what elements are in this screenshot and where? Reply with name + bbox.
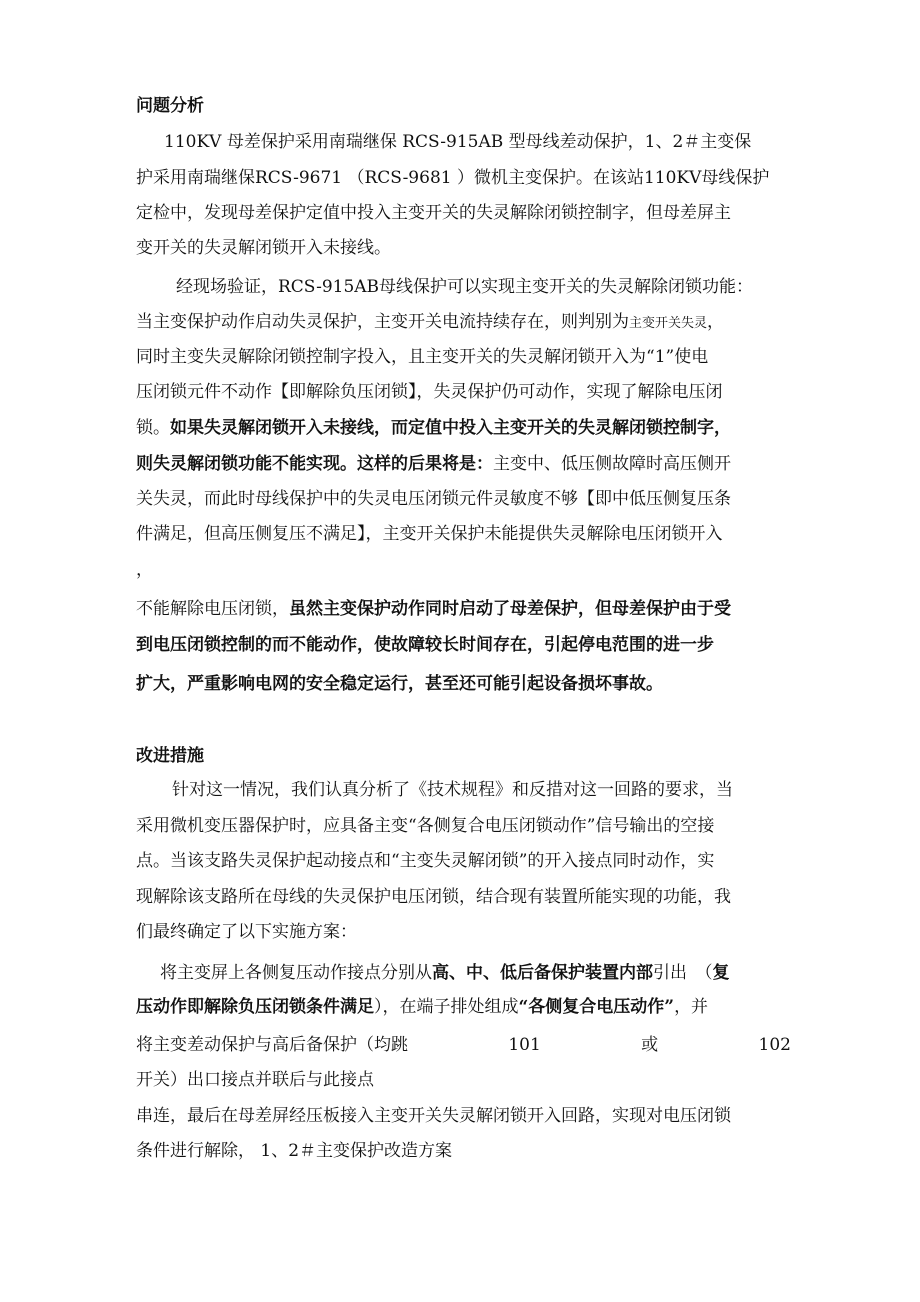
- text-line: 串连，最后在母差屏经压板接入主变开关失灵解闭锁开入回路，实现对电压闭锁: [136, 1106, 731, 1126]
- bold-text: 虽然主变保护动作同时启动了母差保护，但母差保护由于受: [289, 599, 731, 619]
- text-span: ，并: [674, 997, 709, 1017]
- text-span: 主变开关失灵: [629, 316, 708, 331]
- text-line: 经现场验证，RCS-915AB母线保护可以实现主变开关的失灵解除闭锁功能：: [176, 277, 754, 297]
- text-line: 开关）出口接点并联后与此接点: [136, 1070, 374, 1090]
- text-line: 针对这一情况，我们认真分析了《技术规程》和反措对这一回路的要求，当: [172, 780, 733, 800]
- text-span: 不能解除电压闭锁，: [136, 599, 289, 619]
- text-line: 110KV 母差保护采用南瑞继保 RCS-915AB 型母线差动保护，1、2＃主变保: [164, 132, 752, 152]
- bold-text: 高、中、低后备保护装置内部: [432, 963, 653, 983]
- bold-text: 如果失灵解闭锁开入未接线，而定值中投入主变开关的失灵解闭锁控制字，: [170, 418, 731, 438]
- text-line: 点。当该支路失灵保护起动接点和“主变失灵解闭锁”的开入接点同时动作，实: [136, 851, 715, 871]
- text-line: [136, 452, 731, 476]
- text-line: 现解除该支路所在母线的失灵保护电压闭锁，结合现有装置所能实现的功能，我: [136, 887, 731, 907]
- text-line: 压闭锁元件不动作【即解除负压闭锁】，失灵保护仍可动作，实现了解除电压闭: [136, 382, 723, 402]
- text-line: 采用微机变压器保护时，应具备主变“各侧复合电压闭锁动作”信号输出的空接: [136, 816, 715, 836]
- text-line: ，: [136, 560, 153, 580]
- text-line: [136, 310, 724, 336]
- text-line: 定检中，发现母差保护定值中投入主变开关的失灵解除闭锁控制字，但母差屏主: [136, 203, 731, 223]
- text-span: 主变中、低压侧故障时高压侧开: [493, 454, 731, 474]
- text-span: ，: [707, 312, 725, 332]
- bold-text: 压动作即解除负压闭锁条件满足: [136, 997, 374, 1017]
- text-line: 们最终确定了以下实施方案：: [136, 922, 357, 942]
- text-line: [136, 1033, 791, 1057]
- bold-text: 复: [712, 963, 730, 983]
- text-line: 变开关的失灵解闭锁开入未接线。: [136, 238, 391, 258]
- bold-text: 到电压闭锁控制的而不能动作，使故障较长时间存在，引起停电范围的进一步: [136, 635, 714, 655]
- text-span: 引出 （: [653, 963, 713, 983]
- text-line: [136, 633, 714, 657]
- bold-text: 扩大，严重影响电网的安全稳定运行，甚至还可能引起设备损坏事故。: [136, 674, 663, 694]
- text-span: ），在端子排处组成: [374, 997, 519, 1017]
- text-line: 护采用南瑞继保RCS-9671 （RCS-9681 ）微机主变保护。在该站110KV母线保护: [136, 168, 770, 188]
- text-span: 将主变屏上各侧复压动作接点分别从: [160, 963, 432, 983]
- text-line: [136, 597, 731, 621]
- section-heading-problem: 问题分析: [136, 96, 204, 116]
- text-line: 关失灵，而此时母线保护中的失灵电压闭锁元件灵敏度不够【即中低压侧复压条: [136, 489, 731, 509]
- text-span: 锁。: [136, 418, 170, 438]
- text-line: 件满足，但高压侧复压不满足】，主变开关保护未能提供失灵解除电压闭锁开入: [136, 524, 723, 544]
- text-line: 条件进行解除， 1、2＃主变保护改造方案: [136, 1141, 453, 1161]
- section-heading-improvement: 改进措施: [136, 746, 204, 766]
- text-span: 将主变差动保护与高后备保护（均跳: [136, 1035, 408, 1055]
- bold-text: “各侧复合电压动作”: [518, 997, 675, 1017]
- bold-text: 则失灵解闭锁功能不能实现。这样的后果将是：: [136, 454, 493, 474]
- text-line: [136, 416, 731, 440]
- text-line: 同时主变失灵解除闭锁控制字投入，且主变开关的失灵解闭锁开入为“1”使电: [136, 347, 709, 367]
- text-line: [136, 672, 663, 696]
- text-span: 或: [641, 1035, 659, 1055]
- text-line: [136, 995, 708, 1019]
- text-span: 当主变保护动作启动失灵保护，主变开关电流持续存在，则判别为: [136, 312, 629, 332]
- text-span: 102: [758, 1035, 791, 1055]
- text-line: [160, 961, 730, 985]
- text-span: 101: [508, 1035, 541, 1055]
